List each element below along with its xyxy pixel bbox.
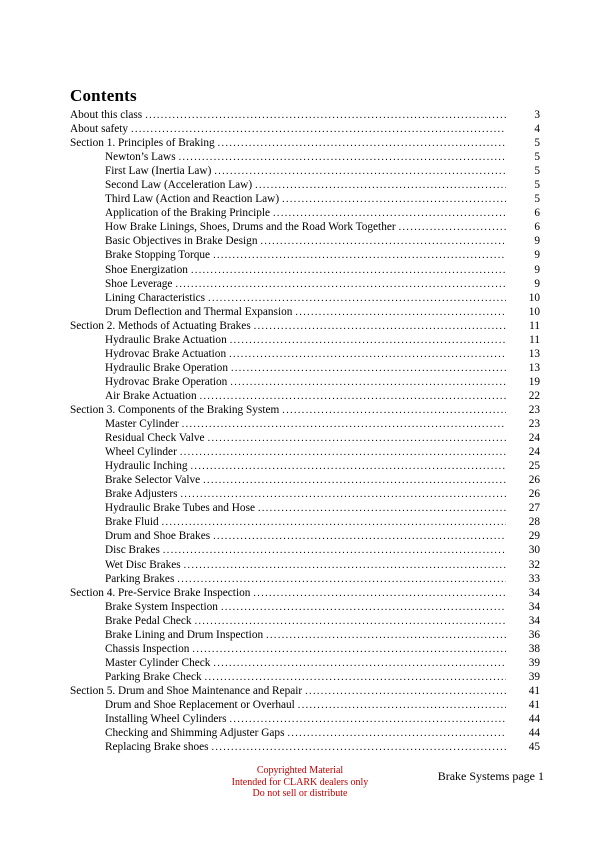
toc-leader-dots [177, 573, 506, 587]
toc-entry-page: 9 [534, 277, 540, 290]
toc-entry-label: Hydraulic Brake Operation [105, 361, 228, 374]
toc-leader-dots [258, 502, 506, 516]
toc-entry-label: Brake System Inspection [105, 600, 218, 613]
toc-entry-label: Application of the Braking Principle [105, 207, 271, 220]
page-footer-label: Brake Systems page 1 [437, 769, 544, 783]
toc-leader-dots [399, 221, 506, 235]
toc-leader-dots [191, 264, 506, 278]
toc-leader-dots [214, 165, 506, 179]
toc-subentry [70, 178, 540, 192]
toc-entry-label: Parking Brake Check [105, 670, 202, 683]
toc-entry-label: Hydraulic Brake Actuation [105, 333, 227, 346]
toc-subentry [70, 473, 540, 487]
toc-entry-page: 6 [534, 207, 540, 220]
toc-entry-page: 5 [534, 137, 540, 150]
page-title: Contents [70, 86, 137, 105]
toc-subentry [70, 375, 540, 389]
toc-entry-page: 27 [528, 502, 540, 515]
toc-subentry [70, 431, 540, 445]
toc-leader-dots [205, 671, 506, 685]
toc-entry-label: Checking and Shimming Adjuster Gaps [105, 727, 285, 740]
toc-entry-label: Master Cylinder [105, 418, 179, 431]
toc-entry-page: 5 [534, 151, 540, 164]
toc-entry-label: Brake Fluid [105, 516, 159, 529]
toc-leader-dots [282, 193, 506, 207]
toc-entry-label: Second Law (Acceleration Law) [105, 179, 253, 192]
toc-leader-dots [145, 109, 506, 123]
toc-entry-page: 39 [528, 656, 540, 669]
toc-leader-dots [191, 460, 506, 474]
toc-entry-label: Installing Wheel Cylinders [105, 713, 227, 726]
toc-subentry [70, 291, 540, 305]
toc-entry-label: Brake Pedal Check [105, 614, 192, 627]
toc-subentry [70, 642, 540, 656]
copyright-line-2: Intended for CLARK dealers only [231, 776, 369, 788]
toc-leader-dots [131, 123, 506, 137]
toc-entry-page: 26 [528, 488, 540, 501]
table-of-contents [70, 108, 540, 754]
toc-entry-label: Drum and Shoe Replacement or Overhaul [105, 698, 295, 711]
toc-entry-label: Wet Disc Brakes [105, 558, 181, 571]
toc-subentry [70, 305, 540, 319]
toc-entry-label: Brake Lining and Drum Inspection [105, 628, 264, 641]
toc-entry-label: Brake Adjusters [105, 488, 178, 501]
toc-entry-page: 44 [528, 727, 540, 740]
toc-entry-label: Section 4. Pre-Service Brake Inspection [70, 586, 251, 599]
toc-entry-page: 11 [529, 319, 540, 332]
toc-entry-page: 24 [528, 432, 540, 445]
toc-leader-dots [208, 432, 506, 446]
toc-leader-dots [231, 362, 506, 376]
toc-entry-label: Drum Deflection and Thermal Expansion [105, 305, 293, 318]
toc-entry-page: 23 [528, 418, 540, 431]
toc-leader-dots [180, 488, 506, 502]
toc-entry [70, 136, 540, 150]
toc-leader-dots [255, 179, 506, 193]
toc-entry-label: Third Law (Action and Reaction Law) [105, 193, 280, 206]
toc-entry-page: 24 [528, 446, 540, 459]
copyright-line-1: Copyrighted Material [256, 765, 344, 776]
toc-subentry [70, 670, 540, 684]
toc-entry-page: 4 [534, 123, 540, 136]
toc-entry [70, 403, 540, 417]
toc-entry-page: 10 [528, 291, 540, 304]
toc-leader-dots [305, 685, 506, 699]
toc-entry-label: Shoe Energization [105, 263, 188, 276]
toc-subentry [70, 192, 540, 206]
toc-entry-label: Lining Characteristics [105, 291, 206, 304]
toc-leader-dots [221, 601, 506, 615]
toc-entry-label: First Law (Inertia Law) [105, 165, 212, 178]
toc-entry-page: 39 [528, 670, 540, 683]
toc-leader-dots [218, 137, 506, 151]
toc-entry-page: 34 [528, 586, 540, 599]
toc-leader-dots [229, 348, 506, 362]
toc-subentry [70, 361, 540, 375]
toc-subentry [70, 712, 540, 726]
toc-subentry [70, 277, 540, 291]
toc-leader-dots [213, 530, 506, 544]
toc-subentry [70, 487, 540, 501]
toc-leader-dots [163, 544, 506, 558]
toc-entry-label: Drum and Shoe Brakes [105, 530, 211, 543]
toc-entry-page: 13 [528, 347, 540, 360]
toc-entry-label: Air Brake Actuation [105, 389, 197, 402]
toc-entry-label: Hydraulic Inching [105, 460, 188, 473]
toc-leader-dots [200, 390, 506, 404]
toc-leader-dots [254, 320, 506, 334]
toc-entry-page: 19 [528, 375, 540, 388]
toc-entry-label: Shoe Leverage [105, 277, 173, 290]
toc-leader-dots [213, 657, 506, 671]
toc-entry-label: Basic Objectives in Brake Design [105, 235, 258, 248]
toc-entry-label: Hydraulic Brake Tubes and Hose [105, 502, 255, 515]
toc-entry-page: 36 [528, 628, 540, 641]
toc-leader-dots [230, 334, 506, 348]
toc-entry-label: Section 3. Components of the Braking System [70, 403, 280, 416]
toc-leader-dots [192, 643, 506, 657]
toc-subentry [70, 501, 540, 515]
toc-entry-label: Replacing Brake shoes [105, 741, 209, 754]
toc-leader-dots [180, 446, 506, 460]
toc-entry-page: 6 [534, 221, 540, 234]
toc-leader-dots [298, 699, 506, 713]
toc-leader-dots [179, 151, 506, 165]
toc-entry-label: About this class [70, 109, 143, 121]
toc-entry-page: 32 [528, 558, 540, 571]
toc-entry [70, 684, 540, 698]
toc-entry-label: Parking Brakes [105, 572, 175, 585]
toc-subentry [70, 572, 540, 586]
toc-leader-dots [212, 741, 506, 755]
toc-entry-label: About safety [70, 123, 129, 136]
toc-subentry [70, 164, 540, 178]
toc-leader-dots [266, 629, 506, 643]
toc-entry-label: Residual Check Valve [105, 432, 205, 445]
toc-leader-dots [208, 292, 506, 306]
toc-subentry [70, 656, 540, 670]
toc-leader-dots [230, 713, 506, 727]
toc-entry-page: 9 [534, 235, 540, 248]
toc-entry [70, 108, 540, 122]
toc-entry-page: 30 [528, 544, 540, 557]
toc-entry-label: Hydrovac Brake Operation [105, 375, 228, 388]
toc-entry [70, 586, 540, 600]
toc-subentry [70, 529, 540, 543]
toc-subentry [70, 543, 540, 557]
toc-entry-label: How Brake Linings, Shoes, Drums and the Road Work Together [105, 221, 396, 234]
toc-leader-dots [184, 559, 506, 573]
copyright-notice [200, 765, 400, 800]
toc-entry-page: 28 [528, 516, 540, 529]
toc-subentry [70, 614, 540, 628]
toc-entry-page: 13 [528, 361, 540, 374]
toc-leader-dots [203, 474, 506, 488]
toc-entry-page: 10 [528, 305, 540, 318]
toc-entry [70, 319, 540, 333]
toc-subentry [70, 515, 540, 529]
toc-leader-dots [260, 235, 506, 249]
toc-entry-page: 11 [529, 333, 540, 346]
toc-leader-dots [162, 516, 506, 530]
toc-entry-page: 29 [528, 530, 540, 543]
toc-entry-page: 9 [534, 263, 540, 276]
toc-subentry [70, 333, 540, 347]
toc-entry-page: 33 [528, 572, 540, 585]
toc-entry-page: 41 [528, 698, 540, 711]
toc-subentry [70, 445, 540, 459]
toc-entry-page: 44 [528, 713, 540, 726]
toc-subentry [70, 234, 540, 248]
toc-entry-page: 34 [528, 614, 540, 627]
toc-entry-page: 23 [528, 403, 540, 416]
toc-leader-dots [195, 615, 506, 629]
toc-entry-page: 5 [534, 179, 540, 192]
toc-leader-dots [182, 418, 506, 432]
toc-entry-label: Disc Brakes [105, 544, 160, 557]
toc-leader-dots [230, 376, 506, 390]
toc-entry-page: 41 [528, 684, 540, 697]
toc-entry-page: 38 [528, 642, 540, 655]
toc-leader-dots [282, 404, 506, 418]
toc-subentry [70, 558, 540, 572]
toc-entry-label: Brake Selector Valve [105, 474, 201, 487]
toc-entry-label: Section 5. Drum and Shoe Maintenance and Repair [70, 684, 303, 697]
toc-subentry [70, 347, 540, 361]
toc-entry-label: Brake Stopping Torque [105, 249, 211, 262]
toc-subentry [70, 389, 540, 403]
toc-leader-dots [287, 727, 506, 741]
toc-subentry [70, 740, 540, 754]
toc-entry-page: 22 [528, 389, 540, 402]
toc-entry-page: 45 [528, 741, 540, 754]
toc-entry-page: 5 [534, 165, 540, 178]
toc-subentry [70, 263, 540, 277]
toc-entry-label: Hydrovac Brake Actuation [105, 347, 227, 360]
toc-leader-dots [295, 306, 506, 320]
toc-entry-label: Chassis Inspection [105, 642, 190, 655]
toc-entry [70, 122, 540, 136]
toc-entry-page: 34 [528, 600, 540, 613]
toc-entry-label: Wheel Cylinder [105, 446, 177, 459]
toc-subentry [70, 248, 540, 262]
toc-subentry [70, 220, 540, 234]
toc-subentry [70, 150, 540, 164]
toc-entry-label: Section 1. Principles of Braking [70, 137, 215, 150]
toc-subentry [70, 206, 540, 220]
toc-leader-dots [213, 249, 506, 263]
toc-entry-page: 25 [528, 460, 540, 473]
toc-subentry [70, 628, 540, 642]
toc-subentry [70, 698, 540, 712]
toc-entry-page: 9 [534, 249, 540, 262]
toc-subentry [70, 600, 540, 614]
toc-entry-page: 3 [534, 109, 540, 121]
toc-subentry [70, 417, 540, 431]
toc-entry-page: 5 [534, 193, 540, 206]
toc-entry-label: Section 2. Methods of Actuating Brakes [70, 319, 251, 332]
toc-entry-label: Master Cylinder Check [105, 656, 211, 669]
toc-leader-dots [175, 278, 506, 292]
toc-entry-page: 26 [528, 474, 540, 487]
toc-subentry [70, 726, 540, 740]
copyright-line-3: Do not sell or distribute [252, 788, 348, 799]
toc-leader-dots [273, 207, 506, 221]
toc-leader-dots [253, 587, 506, 601]
toc-subentry [70, 459, 540, 473]
toc-entry-label: Newton’s Laws [105, 151, 176, 164]
